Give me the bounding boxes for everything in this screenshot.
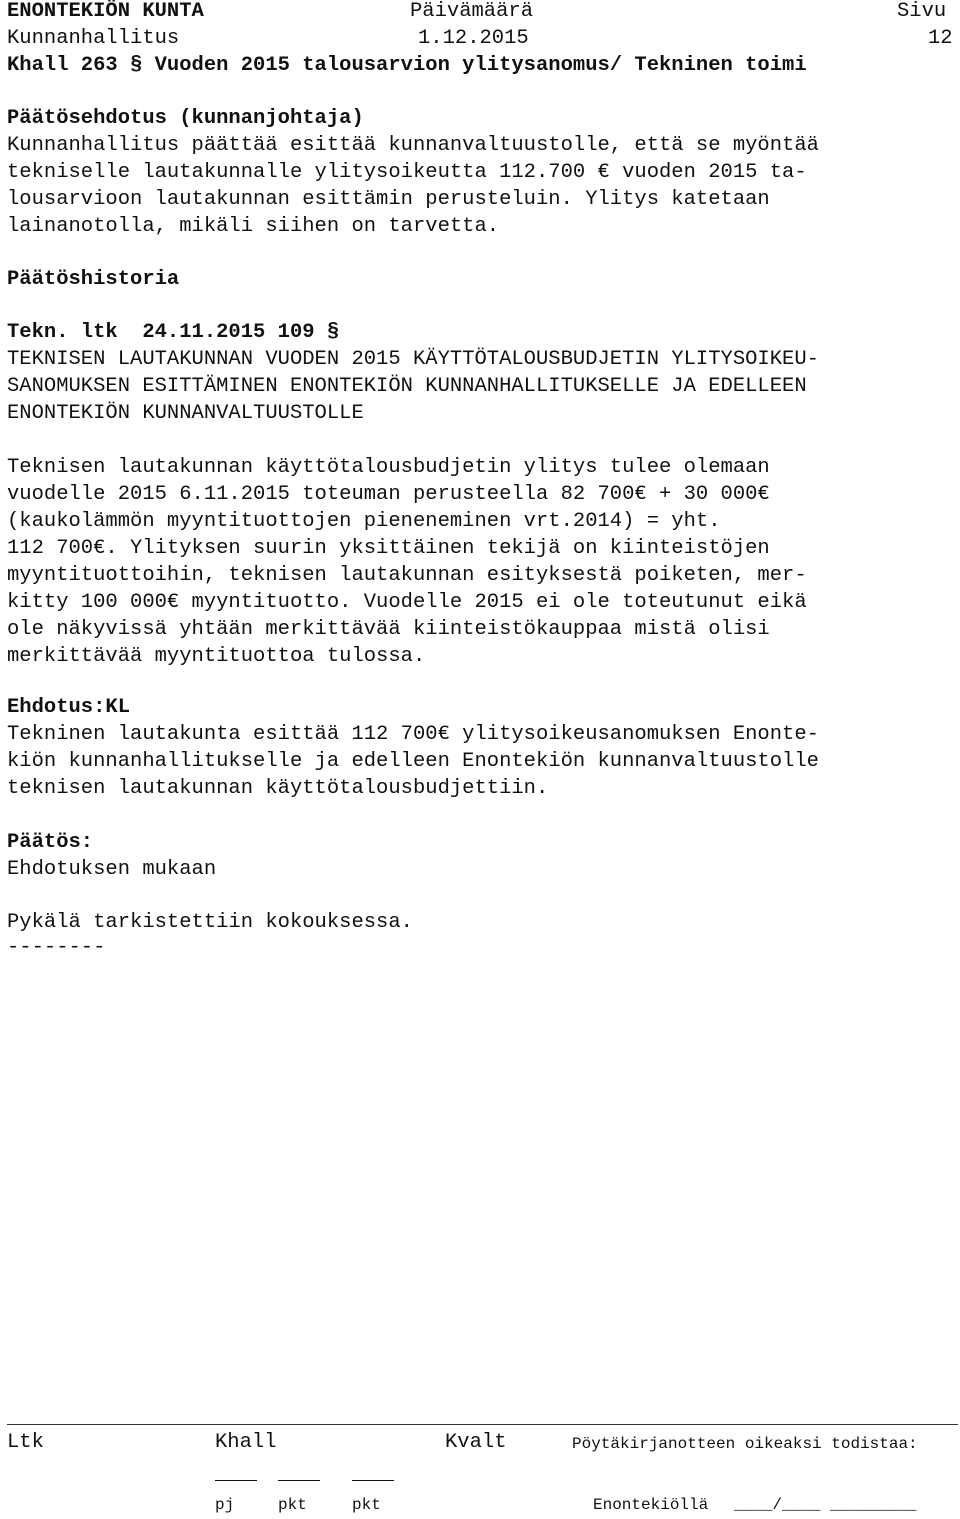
proposal-line: Kunnanhallitus päättää esittää kunnanvaltuustolle, että se myöntää [7, 134, 819, 157]
proposal-kl-heading: Ehdotus:KL [7, 696, 131, 719]
signature-line [215, 1480, 257, 1481]
footer-date-slots: ____/____ _________ [734, 1496, 917, 1514]
footer-rule [7, 1424, 958, 1425]
proposal-kl-line: Tekninen lautakunta esittää 112 700€ ylitysoikeusanomuksen Enonte- [7, 723, 819, 746]
decision-heading: Päätös: [7, 831, 94, 854]
history-body-line: ole näkyvissä yhtään merkittävää kiinteistökauppaa mistä olisi [7, 618, 770, 641]
history-body-line: Teknisen lautakunnan käyttötalousbudjetin ylitys tulee olemaan [7, 456, 770, 479]
page-number: 12 [928, 27, 953, 50]
history-body-line: 112 700€. Ylityksen suurin yksittäinen tekijä on kiinteistöjen [7, 537, 770, 560]
history-caps-line: ENONTEKIÖN KUNNANVALTUUSTOLLE [7, 402, 364, 425]
proposal-kl-line: teknisen lautakunnan käyttötalousbudjettiin. [7, 777, 549, 800]
page-label: Sivu [897, 0, 947, 23]
date-label: Päivämäärä [410, 0, 534, 23]
history-body-line: merkittävää myyntituottoa tulossa. [7, 645, 426, 668]
history-heading: Päätöshistoria [7, 268, 180, 291]
footer-khall: Khall [215, 1431, 277, 1454]
footer-certify: Pöytäkirjanotteen oikeaksi todistaa: [572, 1435, 918, 1453]
decision-text: Ehdotuksen mukaan [7, 858, 217, 881]
proposal-kl-line: kiön kunnanhallitukselle ja edelleen Enontekiön kunnanvaltuustolle [7, 750, 819, 773]
checked-text: Pykälä tarkistettiin kokouksessa. [7, 911, 413, 934]
history-body-line: kitty 100 000€ myyntituotto. Vuodelle 2015 ei ole toteutunut eikä [7, 591, 807, 614]
meeting-date: 1.12.2015 [418, 27, 529, 50]
history-body-line: vuodelle 2015 6.11.2015 toteuman perusteella 82 700€ + 30 000€ [7, 483, 770, 506]
history-caps-line: SANOMUKSEN ESITTÄMINEN ENONTEKIÖN KUNNANHALLITUKSELLE JA EDELLEEN [7, 375, 807, 398]
footer-ltk: Ltk [7, 1431, 44, 1454]
body-name: Kunnanhallitus [7, 27, 180, 50]
history-entry-heading: Tekn. ltk 24.11.2015 109 § [7, 321, 340, 344]
footer-pj: pj [215, 1496, 235, 1514]
section-title: Khall 263 § Vuoden 2015 talousarvion ylitysanomus/ Tekninen toimi [7, 54, 807, 77]
footer-pkt: pkt [352, 1496, 381, 1514]
footer-pkt: pkt [278, 1496, 307, 1514]
history-body-line: myyntituottoihin, teknisen lautakunnan esityksestä poiketen, mer- [7, 564, 807, 587]
footer-kvalt: Kvalt [445, 1431, 507, 1454]
org-name: ENONTEKIÖN KUNTA [7, 0, 204, 23]
proposal-line: tekniselle lautakunnalle ylitysoikeutta 112.700 € vuoden 2015 ta- [7, 161, 807, 184]
history-caps-line: TEKNISEN LAUTAKUNNAN VUODEN 2015 KÄYTTÖTALOUSBUDJETIN YLITYSOIKEU- [7, 348, 819, 371]
proposal-line: lousarvioon lautakunnan esittämin perusteluin. Ylitys katetaan [7, 188, 770, 211]
signature-line [278, 1480, 320, 1481]
footer-place: Enontekiöllä [593, 1496, 709, 1514]
proposal-heading: Päätösehdotus (kunnanjohtaja) [7, 107, 364, 130]
history-body-line: (kaukolämmön myyntituottojen pieneneminen vrt.2014) = yht. [7, 510, 721, 533]
signature-line [352, 1480, 394, 1481]
proposal-line: lainanotolla, mikäli siihen on tarvetta. [7, 215, 500, 238]
separator-dashes: -------- [7, 936, 106, 959]
